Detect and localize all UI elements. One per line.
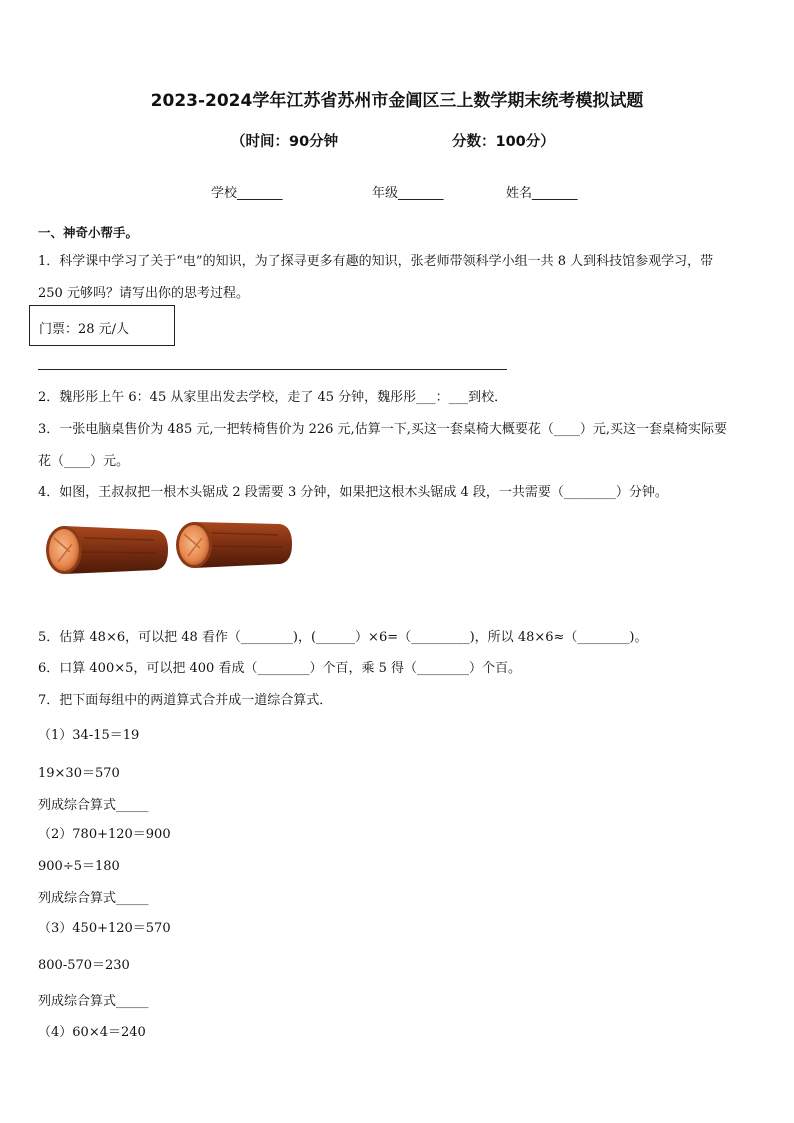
exam-score: 分数：100分） [452, 134, 555, 150]
q7-item-1-step-1: （1）34-15＝19 [38, 728, 140, 743]
q7-item-2-step-1: （2）780+120＝900 [38, 827, 171, 842]
grade-field[interactable]: 年级_______ [372, 186, 444, 201]
question-2: 2．魏彤彤上午 6：45 从家里出发去学校，走了 45 分钟，魏彤彤___：___到校． [38, 390, 508, 405]
school-field[interactable]: 学校_______ [211, 186, 283, 201]
question-4: 4．如图，王叔叔把一根木头锯成 2 段需要 3 分钟，如果把这根木头锯成 4 段，一共需要（________）分钟。 [38, 485, 668, 500]
q7-item-1-combined: 列成综合算式_____ [38, 798, 149, 813]
question-3-line-2: 花（____）元。 [38, 454, 130, 469]
exam-time: （时间：90分钟 [231, 134, 339, 150]
q7-item-3-step-1: （3）450+120＝570 [38, 921, 171, 936]
q7-item-3-step-2: 800-570＝230 [38, 958, 130, 973]
question-5: 5．估算 48×6，可以把 48 看作（________)，(______）×6=（_________)，所以 48×6≈（________)。 [38, 630, 648, 645]
q7-item-1-step-2: 19×30＝570 [38, 766, 120, 781]
ticket-price-label: 门票：28 元/人 [39, 322, 130, 337]
section-heading: 一、神奇小帮手。 [38, 225, 139, 240]
q7-item-3-combined: 列成综合算式_____ [38, 994, 149, 1009]
question-1-line-1: 1．科学课中学习了关于“电”的知识，为了探寻更多有趣的知识，张老师带领科学小组一共 8 人到科技馆参观学习，带 [38, 254, 714, 269]
question-6: 6．口算 400×5，可以把 400 看成（________）个百，乘 5 得（________）个百。 [38, 661, 521, 676]
question-7: 7．把下面每组中的两道算式合并成一道综合算式． [38, 693, 333, 708]
log-piece-1 [46, 526, 168, 574]
log-piece-2 [176, 522, 292, 568]
name-field[interactable]: 姓名_______ [506, 186, 578, 201]
q7-item-2-step-2: 900÷5＝180 [38, 859, 120, 874]
question-3-line-1: 3．一张电脑桌售价为 485 元,一把转椅售价为 226 元,估算一下,买这一套桌椅大概要花（____）元,买这一套桌椅实际要 [38, 422, 727, 437]
question-1-line-2: 250 元够吗？请写出你的思考过程。 [38, 286, 249, 301]
answer-line [38, 369, 507, 370]
ticket-price-box [29, 305, 175, 346]
q7-item-2-combined: 列成综合算式_____ [38, 891, 149, 906]
exam-title: 2023-2024学年江苏省苏州市金阊区三上数学期末统考模拟试题 [150, 91, 644, 111]
wood-logs-icon [44, 518, 294, 578]
q7-item-4-step-1: （4）60×4＝240 [38, 1025, 146, 1040]
